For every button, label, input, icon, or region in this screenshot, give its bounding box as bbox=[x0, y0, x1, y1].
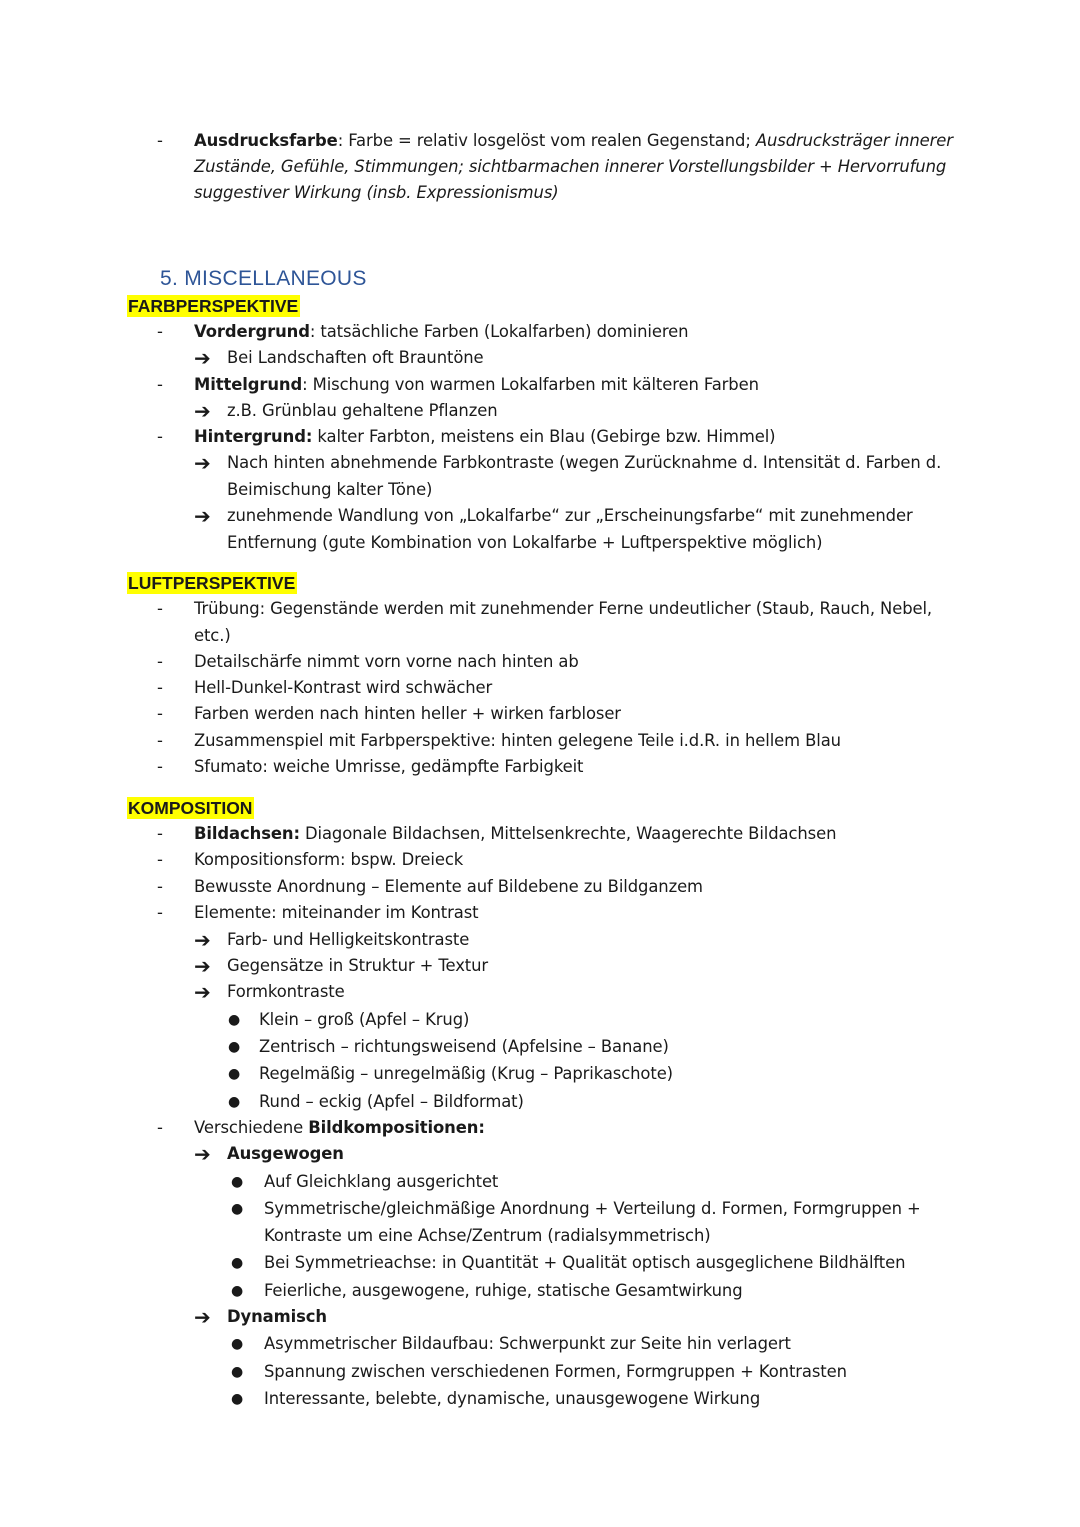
ausdrucksfarbe-line-1 bbox=[194, 130, 953, 152]
list-dash: - bbox=[157, 322, 163, 341]
ausgewogen-bullet-2-line1: Symmetrische/gleichmäßige Anordnung + Verteilung d. Formen, Formgruppen + bbox=[264, 1199, 921, 1218]
komp-item-bildachsen bbox=[194, 823, 836, 845]
bullet-icon: ● bbox=[228, 1094, 241, 1110]
arrow-formkontraste: Formkontraste bbox=[227, 982, 345, 1001]
label-ausgewogen: Ausgewogen bbox=[227, 1144, 344, 1163]
term-bildachsen: Bildachsen: bbox=[194, 824, 300, 843]
dynamisch-bullet-3: Interessante, belebte, dynamische, unausgewogene Wirkung bbox=[264, 1389, 761, 1408]
bullet-icon: ● bbox=[228, 1066, 241, 1082]
item-mittelgrund bbox=[194, 374, 759, 396]
hintergrund-arrow2-line2: Entfernung (gute Kombination von Lokalfarbe + Luftperspektive möglich) bbox=[227, 533, 823, 552]
luft-item-detailschaerfe: Detailschärfe nimmt vorn vorne nach hinten ab bbox=[194, 652, 579, 671]
list-dash: - bbox=[157, 599, 163, 618]
luft-item-truebung-line2: etc.) bbox=[194, 626, 231, 645]
list-dash: - bbox=[157, 757, 163, 776]
ausdrucksfarbe-definition: : Farbe = relativ losgelöst vom realen Gegenstand; bbox=[337, 131, 756, 150]
hintergrund-arrow2-line1: zunehmende Wandlung von „Lokalfarbe“ zur „Erscheinungsfarbe“ mit zunehmender bbox=[227, 506, 913, 525]
ausdrucksfarbe-italic-start: Ausdrucksträger innerer bbox=[755, 131, 953, 150]
arrow-icon: ➔ bbox=[194, 451, 211, 475]
arrow-gegensaetze: Gegensätze in Struktur + Textur bbox=[227, 956, 489, 975]
form-bullet-item: Rund – eckig (Apfel – Bildformat) bbox=[259, 1092, 524, 1111]
hintergrund-arrow1-line2: Beimischung kalter Töne) bbox=[227, 480, 433, 499]
heading-luftperspektive: LUFTPERSPEKTIVE bbox=[128, 573, 296, 593]
ausgewogen-bullet-2-line2: Kontraste um eine Achse/Zentrum (radialsymmetrisch) bbox=[264, 1226, 711, 1245]
list-dash: - bbox=[157, 131, 163, 150]
list-dash: - bbox=[157, 877, 163, 896]
bullet-icon: ● bbox=[228, 1039, 241, 1055]
dynamisch-bullet-1: Asymmetrischer Bildaufbau: Schwerpunkt zur Seite hin verlagert bbox=[264, 1334, 791, 1353]
luft-item-hell-dunkel: Hell-Dunkel-Kontrast wird schwächer bbox=[194, 678, 493, 697]
list-dash: - bbox=[157, 903, 163, 922]
ausdrucksfarbe-line-2: Zustände, Gefühle, Stimmungen; sichtbarmachen innerer Vorstellungsbilder + Hervorrufung bbox=[194, 157, 947, 176]
heading-komposition: KOMPOSITION bbox=[128, 798, 253, 818]
term-hintergrund: Hintergrund: bbox=[194, 427, 313, 446]
arrow-farb-helligkeit: Farb- und Helligkeitskontraste bbox=[227, 930, 470, 949]
list-dash: - bbox=[157, 652, 163, 671]
form-bullet-item: Klein – groß (Apfel – Krug) bbox=[259, 1010, 470, 1029]
list-dash: - bbox=[157, 427, 163, 446]
vordergrund-arrow-text: Bei Landschaften oft Brauntöne bbox=[227, 348, 484, 367]
luft-item-sfumato: Sfumato: weiche Umrisse, gedämpfte Farbigkeit bbox=[194, 757, 584, 776]
list-dash: - bbox=[157, 375, 163, 394]
hintergrund-arrow1-line1: Nach hinten abnehmende Farbkontraste (wegen Zurücknahme d. Intensität d. Farben d. bbox=[227, 453, 942, 472]
item-hintergrund bbox=[194, 426, 775, 448]
dynamisch-bullet-2: Spannung zwischen verschiedenen Formen, Formgruppen + Kontrasten bbox=[264, 1362, 847, 1381]
heading-farbperspektive: FARBPERSPEKTIVE bbox=[128, 296, 299, 316]
item-vordergrund bbox=[194, 321, 688, 343]
arrow-icon: ➔ bbox=[194, 1142, 211, 1166]
ausgewogen-bullet-3: Bei Symmetrieachse: in Quantität + Qualität optisch ausgeglichene Bildhälften bbox=[264, 1253, 906, 1272]
list-dash: - bbox=[157, 850, 163, 869]
label-dynamisch: Dynamisch bbox=[227, 1307, 327, 1326]
arrow-icon: ➔ bbox=[194, 980, 211, 1004]
term-bildkompositionen: Bildkompositionen: bbox=[308, 1118, 485, 1137]
hintergrund-text: kalter Farbton, meistens ein Blau (Gebirge bzw. Himmel) bbox=[312, 427, 776, 446]
komp-item-elemente: Elemente: miteinander im Kontrast bbox=[194, 903, 479, 922]
list-dash: - bbox=[157, 1118, 163, 1137]
luft-item-truebung-line1: Trübung: Gegenstände werden mit zunehmender Ferne undeutlicher (Staub, Rauch, Nebel, bbox=[194, 599, 933, 618]
luft-item-farben: Farben werden nach hinten heller + wirken farbloser bbox=[194, 704, 621, 723]
arrow-icon: ➔ bbox=[194, 504, 211, 528]
bullet-icon: ● bbox=[228, 1012, 241, 1028]
arrow-icon: ➔ bbox=[194, 928, 211, 952]
bullet-icon: ● bbox=[231, 1391, 244, 1407]
term-ausdrucksfarbe: Ausdrucksfarbe bbox=[194, 131, 338, 150]
vordergrund-text: : tatsächliche Farben (Lokalfarben) dominieren bbox=[309, 322, 689, 341]
arrow-icon: ➔ bbox=[194, 399, 211, 423]
bullet-icon: ● bbox=[231, 1283, 244, 1299]
section-title-miscellaneous: 5. MISCELLANEOUS bbox=[160, 267, 367, 290]
bullet-icon: ● bbox=[231, 1174, 244, 1190]
ausgewogen-bullet-1: Auf Gleichklang ausgerichtet bbox=[264, 1172, 499, 1191]
list-dash: - bbox=[157, 824, 163, 843]
list-dash: - bbox=[157, 704, 163, 723]
ausgewogen-bullet-4: Feierliche, ausgewogene, ruhige, statische Gesamtwirkung bbox=[264, 1281, 743, 1300]
arrow-icon: ➔ bbox=[194, 954, 211, 978]
mittelgrund-arrow-text: z.B. Grünblau gehaltene Pflanzen bbox=[227, 401, 498, 420]
ausdrucksfarbe-line-3: suggestiver Wirkung (insb. Expressionismus) bbox=[194, 183, 559, 202]
bullet-icon: ● bbox=[231, 1364, 244, 1380]
bullet-icon: ● bbox=[231, 1201, 244, 1217]
list-dash: - bbox=[157, 678, 163, 697]
form-bullet-item: Regelmäßig – unregelmäßig (Krug – Paprikaschote) bbox=[259, 1064, 673, 1083]
komp-item-verschiedene bbox=[194, 1117, 485, 1139]
arrow-icon: ➔ bbox=[194, 346, 211, 370]
arrow-icon: ➔ bbox=[194, 1305, 211, 1329]
bullet-icon: ● bbox=[231, 1336, 244, 1352]
term-mittelgrund: Mittelgrund bbox=[194, 375, 303, 394]
term-vordergrund: Vordergrund bbox=[194, 322, 310, 341]
mittelgrund-text: : Mischung von warmen Lokalfarben mit kälteren Farben bbox=[302, 375, 759, 394]
list-dash: - bbox=[157, 731, 163, 750]
luft-item-zusammenspiel: Zusammenspiel mit Farbperspektive: hinten gelegene Teile i.d.R. in hellem Blau bbox=[194, 731, 841, 750]
bullet-icon: ● bbox=[231, 1255, 244, 1271]
komp-item-anordnung: Bewusste Anordnung – Elemente auf Bildebene zu Bildganzem bbox=[194, 877, 703, 896]
komp-item-kompositionsform: Kompositionsform: bspw. Dreieck bbox=[194, 850, 464, 869]
form-bullet-item: Zentrisch – richtungsweisend (Apfelsine – Banane) bbox=[259, 1037, 669, 1056]
verschiedene-text: Verschiedene bbox=[194, 1118, 309, 1137]
bildachsen-text: Diagonale Bildachsen, Mittelsenkrechte, Waagerechte Bildachsen bbox=[299, 824, 837, 843]
